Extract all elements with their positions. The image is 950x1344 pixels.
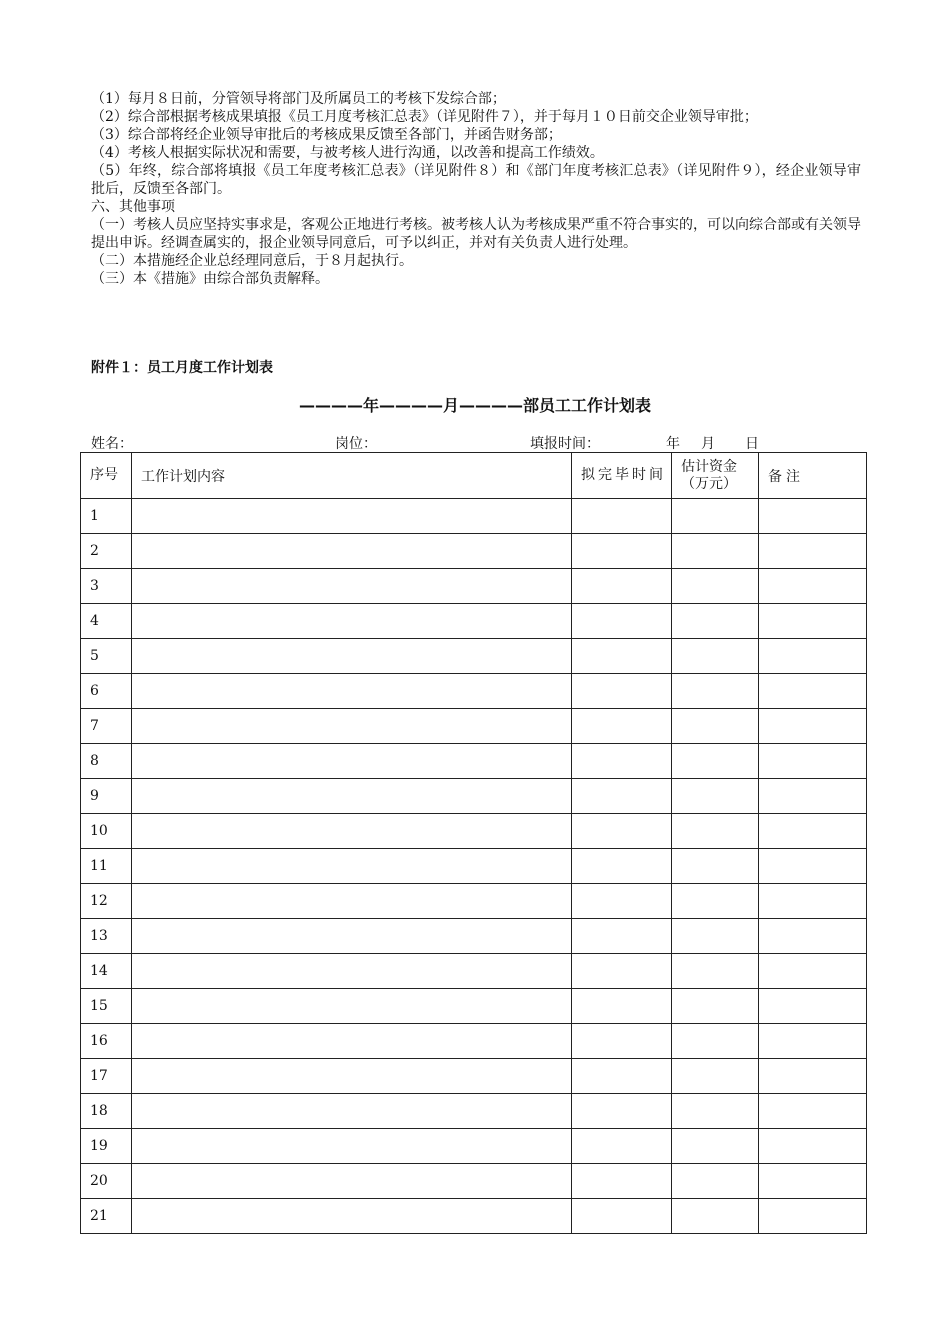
time-cell[interactable] <box>572 744 672 779</box>
table-row <box>81 1059 867 1094</box>
note-cell[interactable] <box>759 709 867 744</box>
content-cell[interactable] <box>132 534 572 569</box>
time-cell[interactable] <box>572 1164 672 1199</box>
note-cell[interactable] <box>759 1129 867 1164</box>
content-cell[interactable] <box>132 849 572 884</box>
paragraph: （5）年终，综合部将填报《员工年度考核汇总表》（详见附件８）和《部门年度考核汇总表》（详见附件９），经企业领导审批后，反馈至各部门。 <box>91 163 861 197</box>
year-label: 年 <box>666 436 680 452</box>
table-row <box>81 919 867 954</box>
fund-cell[interactable] <box>672 919 759 954</box>
table-row <box>81 569 867 604</box>
fund-cell[interactable] <box>672 1094 759 1129</box>
row-seq: 1 <box>81 499 132 534</box>
row-seq: 10 <box>81 814 132 849</box>
note-cell[interactable] <box>759 604 867 639</box>
header-fund: 估计资金（万元） <box>672 453 759 499</box>
table-header-row <box>81 453 867 499</box>
paragraph: （三）本《措施》由综合部负责解释。 <box>91 271 329 287</box>
time-cell[interactable] <box>572 534 672 569</box>
header-seq: 序号 <box>81 453 132 499</box>
body-text <box>91 90 861 288</box>
table-row <box>81 779 867 814</box>
row-seq: 19 <box>81 1129 132 1164</box>
note-cell[interactable] <box>759 814 867 849</box>
time-cell[interactable] <box>572 849 672 884</box>
month-label: 月 <box>701 436 715 452</box>
paragraph: （2）综合部根据考核成果填报《员工月度考核汇总表》（详见附件７），并于每月１０日前交企业领导审批； <box>91 109 758 125</box>
time-cell[interactable] <box>572 919 672 954</box>
content-cell[interactable] <box>132 954 572 989</box>
fund-cell[interactable] <box>672 534 759 569</box>
table-row <box>81 849 867 884</box>
time-cell[interactable] <box>572 569 672 604</box>
header-time: 拟完毕时间 <box>572 453 672 499</box>
table-row <box>81 954 867 989</box>
row-seq: 6 <box>81 674 132 709</box>
row-seq: 2 <box>81 534 132 569</box>
paragraph: （4）考核人根据实际状况和需要，与被考核人进行沟通，以改善和提高工作绩效。 <box>91 145 604 161</box>
fund-cell[interactable] <box>672 989 759 1024</box>
content-cell[interactable] <box>132 1129 572 1164</box>
row-seq: 7 <box>81 709 132 744</box>
table-row <box>81 884 867 919</box>
day-label: 日 <box>745 436 759 452</box>
fund-cell[interactable] <box>672 709 759 744</box>
fund-cell[interactable] <box>672 569 759 604</box>
fund-cell[interactable] <box>672 1199 759 1234</box>
fund-cell[interactable] <box>672 674 759 709</box>
time-cell[interactable] <box>572 604 672 639</box>
content-cell[interactable] <box>132 1199 572 1234</box>
time-cell[interactable] <box>572 1094 672 1129</box>
row-seq: 9 <box>81 779 132 814</box>
table-row <box>81 1164 867 1199</box>
content-cell[interactable] <box>132 499 572 534</box>
content-cell[interactable] <box>132 779 572 814</box>
fund-cell[interactable] <box>672 499 759 534</box>
fund-cell[interactable] <box>672 639 759 674</box>
table-row <box>81 814 867 849</box>
post-label: 岗位： <box>335 436 377 452</box>
fund-cell[interactable] <box>672 779 759 814</box>
note-cell[interactable] <box>759 1164 867 1199</box>
date-label: 填报时间： <box>530 436 600 452</box>
header-note: 备注 <box>759 453 867 499</box>
paragraph: （一）考核人员应坚持实事求是，客观公正地进行考核。被考核人认为考核成果严重不符合事实的，可以向综合部或有关领导提出申诉。经调查属实的，报企业领导同意后，可予以纠正，并对有关负责人进行处理。 <box>91 217 861 251</box>
row-seq: 3 <box>81 569 132 604</box>
content-cell[interactable] <box>132 1059 572 1094</box>
content-cell[interactable] <box>132 919 572 954</box>
fund-cell[interactable] <box>672 954 759 989</box>
note-cell[interactable] <box>759 849 867 884</box>
fund-cell[interactable] <box>672 744 759 779</box>
content-cell[interactable] <box>132 884 572 919</box>
content-cell[interactable] <box>132 639 572 674</box>
row-seq: 8 <box>81 744 132 779</box>
row-seq: 20 <box>81 1164 132 1199</box>
content-cell[interactable] <box>132 674 572 709</box>
time-cell[interactable] <box>572 779 672 814</box>
time-cell[interactable] <box>572 639 672 674</box>
table-row <box>81 1024 867 1059</box>
note-cell[interactable] <box>759 1199 867 1234</box>
content-cell[interactable] <box>132 709 572 744</box>
time-cell[interactable] <box>572 884 672 919</box>
table-row <box>81 1094 867 1129</box>
table-row <box>81 1199 867 1234</box>
header-content: 工作计划内容 <box>132 453 572 499</box>
time-cell[interactable] <box>572 1199 672 1234</box>
note-cell[interactable] <box>759 1059 867 1094</box>
paragraph: （1）每月８日前，分管领导将部门及所属员工的考核下发综合部； <box>91 91 506 107</box>
note-cell[interactable] <box>759 744 867 779</box>
section-heading: 六、其他事项 <box>91 199 175 215</box>
paragraph: （二）本措施经企业总经理同意后，于８月起执行。 <box>91 253 413 269</box>
content-cell[interactable] <box>132 1024 572 1059</box>
note-cell[interactable] <box>759 534 867 569</box>
row-seq: 13 <box>81 919 132 954</box>
time-cell[interactable] <box>572 1129 672 1164</box>
row-seq: 18 <box>81 1094 132 1129</box>
time-cell[interactable] <box>572 674 672 709</box>
attachment-title: 附件１：员工月度工作计划表 <box>91 360 273 376</box>
table-row <box>81 639 867 674</box>
note-cell[interactable] <box>759 639 867 674</box>
time-cell[interactable] <box>572 1024 672 1059</box>
note-cell[interactable] <box>759 674 867 709</box>
fund-cell[interactable] <box>672 814 759 849</box>
paragraph: （3）综合部将经企业领导审批后的考核成果反馈至各部门，并函告财务部； <box>91 127 562 143</box>
content-cell[interactable] <box>132 1164 572 1199</box>
form-meta <box>0 434 950 454</box>
fund-cell[interactable] <box>672 604 759 639</box>
time-cell[interactable] <box>572 1059 672 1094</box>
note-cell[interactable] <box>759 499 867 534</box>
content-cell[interactable] <box>132 1094 572 1129</box>
time-cell[interactable] <box>572 814 672 849</box>
fund-cell[interactable] <box>672 849 759 884</box>
note-cell[interactable] <box>759 779 867 814</box>
content-cell[interactable] <box>132 744 572 779</box>
row-seq: 21 <box>81 1199 132 1234</box>
fund-cell[interactable] <box>672 1059 759 1094</box>
time-cell[interactable] <box>572 989 672 1024</box>
time-cell[interactable] <box>572 954 672 989</box>
table-row <box>81 744 867 779</box>
row-seq: 16 <box>81 1024 132 1059</box>
row-seq: 5 <box>81 639 132 674</box>
content-cell[interactable] <box>132 604 572 639</box>
table-body <box>81 499 867 1234</box>
note-cell[interactable] <box>759 954 867 989</box>
time-cell[interactable] <box>572 499 672 534</box>
row-seq: 11 <box>81 849 132 884</box>
table-row <box>81 534 867 569</box>
table-row <box>81 989 867 1024</box>
table-row <box>81 1129 867 1164</box>
fund-cell[interactable] <box>672 1129 759 1164</box>
table-row <box>81 499 867 534</box>
row-seq: 14 <box>81 954 132 989</box>
row-seq: 15 <box>81 989 132 1024</box>
table-row <box>81 674 867 709</box>
time-cell[interactable] <box>572 709 672 744</box>
content-cell[interactable] <box>132 989 572 1024</box>
row-seq: 17 <box>81 1059 132 1094</box>
note-cell[interactable] <box>759 569 867 604</box>
work-plan-table <box>80 452 867 1234</box>
content-cell[interactable] <box>132 814 572 849</box>
note-cell[interactable] <box>759 884 867 919</box>
note-cell[interactable] <box>759 989 867 1024</box>
table-row <box>81 709 867 744</box>
fund-cell[interactable] <box>672 884 759 919</box>
note-cell[interactable] <box>759 1094 867 1129</box>
note-cell[interactable] <box>759 919 867 954</box>
row-seq: 4 <box>81 604 132 639</box>
form-title: ————年————月————部员工工作计划表 <box>298 396 651 415</box>
fund-cell[interactable] <box>672 1164 759 1199</box>
name-label: 姓名： <box>91 436 133 452</box>
note-cell[interactable] <box>759 1024 867 1059</box>
fund-cell[interactable] <box>672 1024 759 1059</box>
row-seq: 12 <box>81 884 132 919</box>
table-row <box>81 604 867 639</box>
content-cell[interactable] <box>132 569 572 604</box>
